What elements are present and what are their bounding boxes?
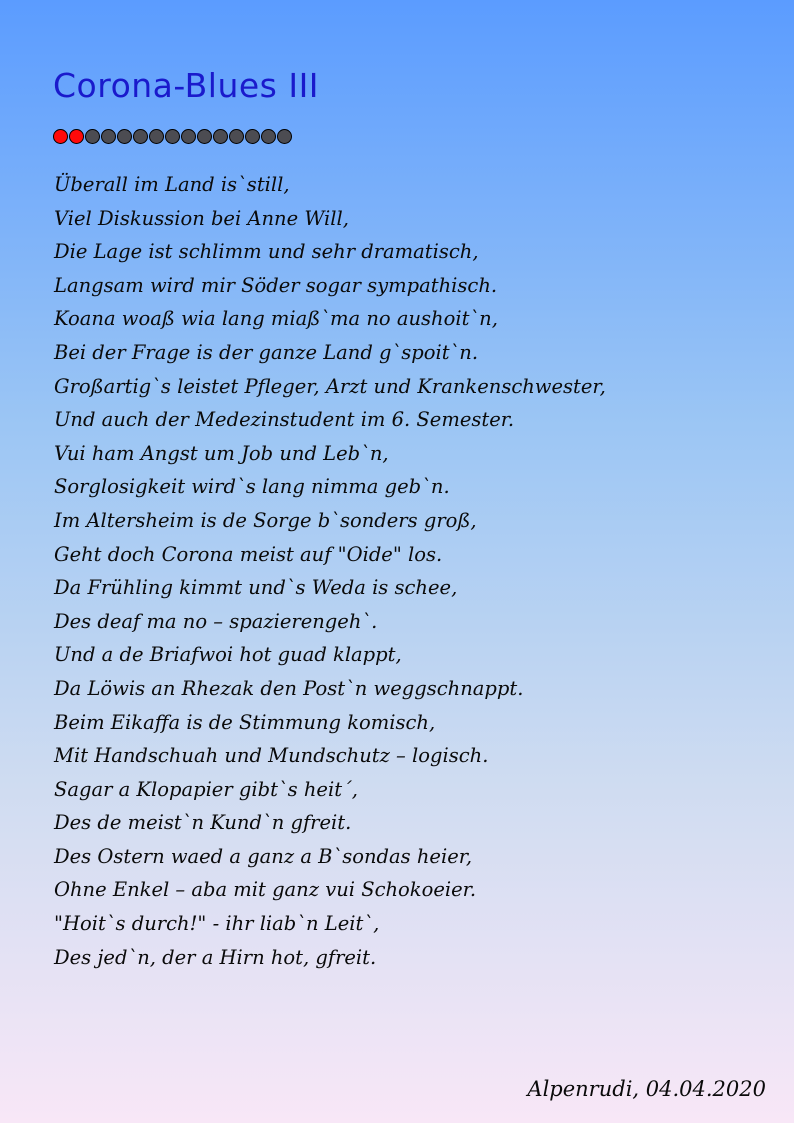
page-title: Corona-Blues III xyxy=(53,66,320,105)
progress-dot xyxy=(165,129,180,144)
poem-line: Langsam wird mir Söder sogar sympathisch. xyxy=(54,273,498,297)
poem-line: Sorglosigkeit wird`s lang nimma geb`n. xyxy=(54,475,450,499)
poem-line: "Hoit`s durch!" - ihr liab`n Leit`, xyxy=(54,912,380,936)
poem-line: Des deaf ma no – spazierengeh`. xyxy=(54,609,378,633)
progress-dot xyxy=(245,129,260,144)
poem-line: Da Frühling kimmt und`s Weda is schee, xyxy=(54,576,458,600)
poem-line: Geht doch Corona meist auf "Oide" los. xyxy=(54,542,443,566)
progress-dot xyxy=(133,129,148,144)
poem-line: Beim Eikaffa is de Stimmung komisch, xyxy=(54,710,436,734)
progress-dots xyxy=(53,129,292,144)
progress-dot xyxy=(261,129,276,144)
progress-dot xyxy=(277,129,292,144)
poem-line: Vui ham Angst um Job und Leb`n, xyxy=(54,441,389,465)
poem-line: Mit Handschuah und Mundschutz – logisch. xyxy=(54,744,489,768)
poem-line: Und auch der Medezinstudent im 6. Semester. xyxy=(54,408,515,432)
poem-line: Viel Diskussion bei Anne Will, xyxy=(54,206,349,230)
poem-line: Des jed`n, der a Hirn hot, gfreit. xyxy=(54,945,377,969)
poem-line: Im Altersheim is de Sorge b`sonders groß, xyxy=(54,508,477,532)
poem-line: Großartig`s leistet Pfleger, Arzt und Krankenschwester, xyxy=(54,374,606,398)
poem-line: Ohne Enkel – aba mit ganz vui Schokoeier. xyxy=(54,878,477,902)
poem-line: Überall im Land is`still, xyxy=(54,173,290,196)
progress-dot xyxy=(181,129,196,144)
progress-dot xyxy=(229,129,244,144)
progress-dot xyxy=(85,129,100,144)
progress-dot-active xyxy=(69,129,84,144)
progress-dot xyxy=(149,129,164,144)
progress-dot xyxy=(101,129,116,144)
progress-dot xyxy=(117,129,132,144)
poem-line: Des de meist`n Kund`n gfreit. xyxy=(54,811,352,835)
poem-line: Bei der Frage is der ganze Land g`spoit`n. xyxy=(54,340,479,364)
poem-line: Sagar a Klopapier gibt`s heit´, xyxy=(54,777,358,801)
poem-line: Des Ostern waed a ganz a B`sondas heier, xyxy=(54,844,473,868)
progress-dot xyxy=(213,129,228,144)
poem-line: Und a de Briafwoi hot guad klappt, xyxy=(54,643,402,667)
poem-line: Koana woaß wia lang miaß`ma no aushoit`n, xyxy=(54,307,498,331)
poem-line: Die Lage ist schlimm und sehr dramatisch, xyxy=(54,240,479,264)
poem-body xyxy=(54,168,774,974)
signature: Alpenrudi, 04.04.2020 xyxy=(527,1077,766,1101)
poem-line: Da Löwis an Rhezak den Post`n weggschnappt. xyxy=(54,676,524,700)
progress-dot-active xyxy=(53,129,68,144)
progress-dot xyxy=(197,129,212,144)
